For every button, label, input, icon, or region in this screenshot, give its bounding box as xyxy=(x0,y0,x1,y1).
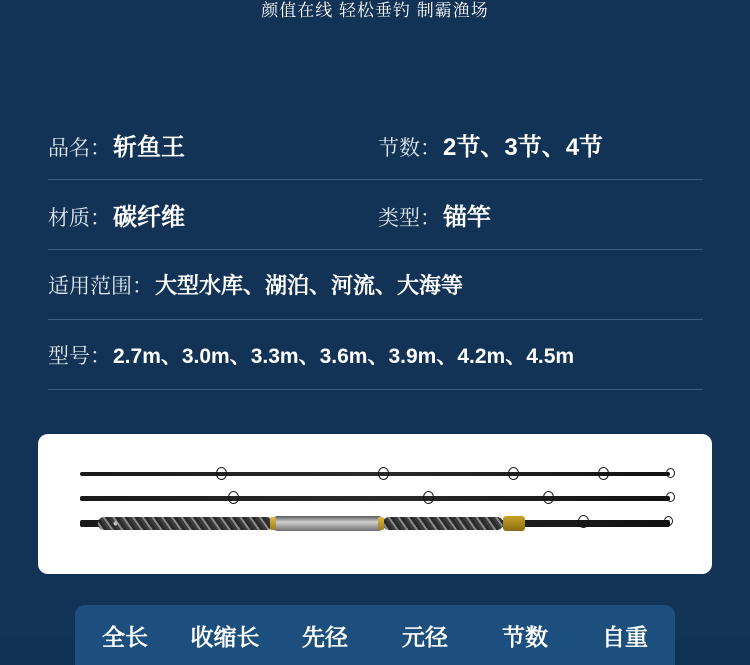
line-guide-icon xyxy=(423,491,434,504)
spec-table-header xyxy=(75,605,675,665)
rod-segment-middle xyxy=(80,496,670,501)
line-guide-icon xyxy=(578,515,589,528)
rod-tip-ring-icon xyxy=(666,468,675,478)
rod-butt-cap xyxy=(503,516,525,531)
rod-segment-top xyxy=(80,472,670,476)
column-header-total-length: 全长 xyxy=(102,623,148,650)
column-header-butt-diameter: 元径 xyxy=(402,623,448,650)
column-header-tip-diameter: 先径 xyxy=(302,623,348,650)
spec-row xyxy=(48,250,703,320)
rod-tip-ring-icon xyxy=(664,516,673,526)
line-guide-icon xyxy=(508,467,519,480)
spec-row xyxy=(48,180,703,250)
spec-cell-sections xyxy=(378,127,603,162)
line-guide-icon xyxy=(543,491,554,504)
spec-value: 锚竿 xyxy=(443,204,491,231)
spec-cell-usage xyxy=(48,269,463,300)
column-header-collapsed-length: 收缩长 xyxy=(190,623,260,650)
spec-cell-product-name xyxy=(48,127,378,162)
rod-tip-ring-icon xyxy=(666,492,675,502)
spec-label: 品名： xyxy=(48,137,111,160)
spec-value: 斩鱼王 xyxy=(113,134,185,161)
rod-grip-rear xyxy=(383,517,503,530)
product-image-card xyxy=(38,434,712,574)
spec-row xyxy=(48,320,703,390)
line-guide-icon xyxy=(378,467,389,480)
spec-value: 2节、3节、4节 xyxy=(443,134,604,161)
spec-label: 节数： xyxy=(378,137,441,160)
slogan-text: 颜值在线 轻松垂钓 制霸渔场 xyxy=(261,1,489,20)
spec-cell-material xyxy=(48,197,378,232)
column-header-sections: 节数 xyxy=(502,623,548,650)
line-guide-icon xyxy=(216,467,227,480)
spec-label: 型号： xyxy=(48,344,111,368)
gold-ring-decoration xyxy=(270,517,276,530)
spec-value: 碳纤维 xyxy=(113,204,185,231)
rod-grip-front xyxy=(98,517,273,530)
line-guide-icon xyxy=(598,467,609,480)
spec-value: 大型水库、湖泊、河流、大海等 xyxy=(155,273,464,298)
spec-value: 2.7m、3.0m、3.3m、3.6m、3.9m、4.2m、4.5m xyxy=(113,344,575,368)
spec-table xyxy=(48,110,703,390)
spec-label: 适用范围： xyxy=(48,275,153,298)
column-header-weight: 自重 xyxy=(602,623,648,650)
spec-label: 类型： xyxy=(378,207,441,230)
spec-label: 材质： xyxy=(48,207,111,230)
reel-seat xyxy=(274,516,382,531)
spec-cell-type xyxy=(378,197,491,232)
spec-row xyxy=(48,110,703,180)
spec-cell-models xyxy=(48,340,574,370)
gold-ring-decoration xyxy=(378,517,384,530)
line-guide-icon xyxy=(228,491,239,504)
